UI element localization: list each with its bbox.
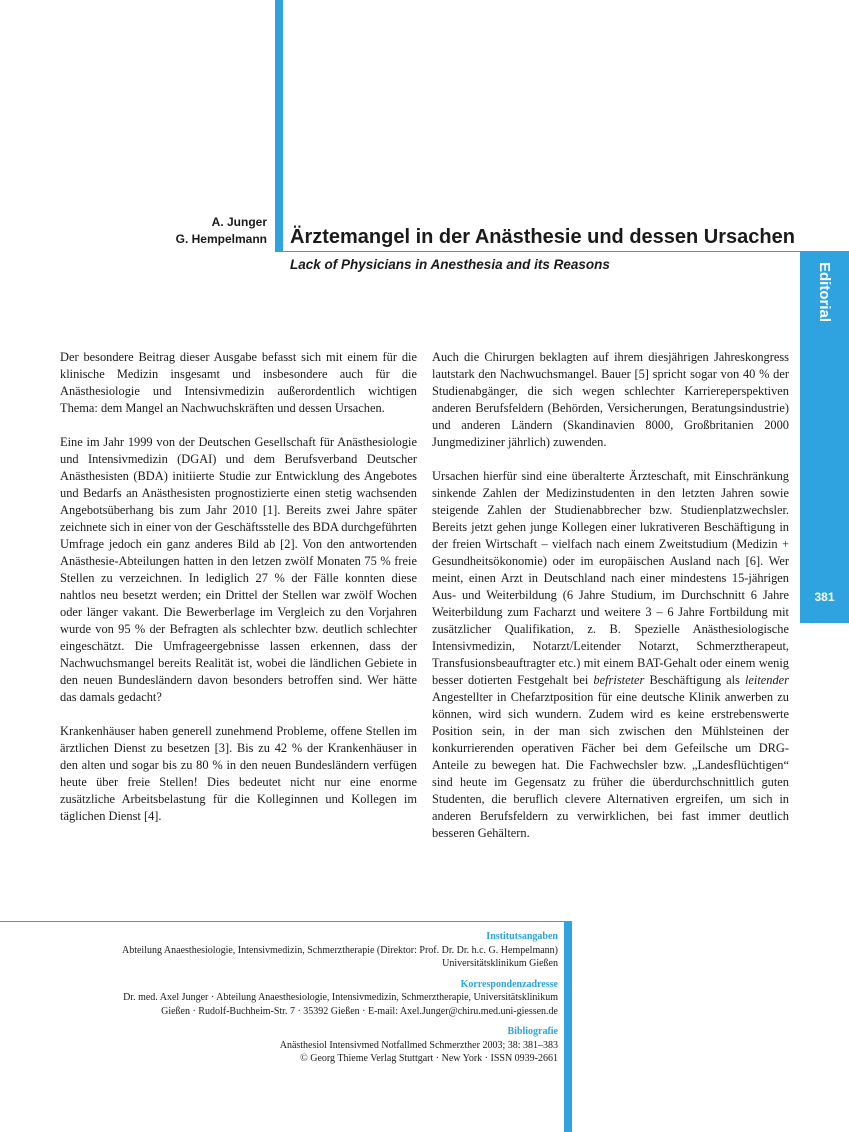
article-subtitle: Lack of Physicians in Anesthesia and its Reasons [290, 257, 610, 272]
correspondence-line: Gießen · Rudolf-Buchheim-Str. 7 · 35392 Gießen · E-mail: Axel.Junger@chiru.med.uni-giessen.de [161, 1005, 558, 1017]
section-label [800, 262, 849, 362]
section-label-text: Editorial [816, 262, 833, 323]
body-paragraph: Eine im Jahr 1999 von der Deutschen Gesellschaft für Anästhesiologie und Intensivmedizin (DGAI) und dem Berufsverband Deutscher Anästhesisten (BDA) initiierte Studie zur Entwicklung des Angebotes und Bedarfs an Anästhesisten prognostizierte einen stetig wachsenden Angebotsüberhang bis zum Jahr 2010 [1]. Bereits zwei Jahre später zeichnete sich in einer von der Geschäftsstelle des BDA durchgeführten Umfrage jedoch ein ganz anderes Bild ab [2]. Von den antwortenden Anästhesie-Abteilungen hatten in den letzen zwölf Monaten 75 % freie Stellen zu verzeichnen. In lediglich 27 % der Fälle konnten diese nahtlos neu besetzt werden; ein Drittel der Stellen war zwölf Wochen oder länger vakant. Die Bewerberlage im Vergleich zu den Vorjahren wurde von 95 % der Befragten als schlechter bzw. deutlich schlechter eingeschätzt. Die Umfrageergebnisse lassen erkennen, dass der Nachwuchsmangel bereits Realität ist, wobei die ländlichen Gebiete in den neuen Bundesländern davon besonders betroffen sind. Wer hätte das damals gedacht? [60, 435, 417, 704]
footer-accent-bar [564, 921, 572, 1132]
author-name: A. Junger [211, 215, 267, 229]
body-paragraph: Krankenhäuser haben generell zunehmend Probleme, offene Stellen im ärztlichen Dienst zu besetzen [3]. Bis zu 42 % der Krankenhäuser in den alten und sogar bis zu 80 % in den neuen Bundesländern verfügen heute über freie Stellen! Dies bedeutet nicht nur eine enorme zusätzliche Arbeitsbelastung für die Kolleginnen und Kollegen im täglichen Dienst [4]. [60, 724, 417, 823]
bibliography-line: Anästhesiol Intensivmed Notfallmed Schmerzther 2003; 38: 381–383 [279, 1039, 558, 1051]
institution-header: Institutsangaben [486, 931, 558, 942]
body-paragraph [432, 468, 789, 842]
body-column-left [60, 349, 417, 842]
correspondence-block [30, 978, 558, 1019]
correspondence-header: Korrespondenzadresse [460, 978, 558, 990]
emphasis-text: leitender [744, 673, 789, 687]
bibliography-header: Bibliografie [507, 1026, 558, 1037]
correspondence-line: Dr. med. Axel Junger · Abteilung Anaesthesiologie, Intensivmedizin, Schmerztherapie, Universitätsklinikum [123, 992, 558, 1003]
body-text: Angestellter in Chefarztposition für eine deutsche Klinik anwerben zu können, wird sich wundern. Zudem wird es keine erstrebenswerte Position sein, in der man sich zwischen den Mühlsteinen der konkurrierenden operativen Fächer bei dem Gefeilsche um DRG-Anteile zu bewegen hat. Die Fachwechsler bzw. „Landesflüchtigen“ sind heute im Gegensatz zu früher die überdurchschnittlich guten Studenten, die beruflich clevere Alternativen ergreifen, um sich in anderen Berufsfeldern zu verwirklichen, bei fast immer deutlich besseren Gehältern. [432, 690, 789, 840]
institution-block [30, 930, 558, 971]
header-accent-bar [275, 0, 283, 252]
article-footer [30, 930, 558, 1073]
author-list [100, 214, 267, 248]
title-underline [275, 251, 849, 252]
page-number: 381 [814, 590, 835, 604]
bibliography-line: © Georg Thieme Verlag Stuttgart · New York · ISSN 0939-2661 [300, 1053, 558, 1064]
emphasis-text: befristeter [593, 673, 645, 687]
body-paragraph: Auch die Chirurgen beklagten auf ihrem diesjährigen Jahreskongress lautstark den Nachwuchsmangel. Bauer [5] spricht sogar von 40 % der Studienabgänger, die sich wegen schlechter Karriereperspektiven anderen Berufsfeldern (Behörden, Versicherungen, Beratungsindustrie) und anderen Ländern (Skandinavien 8000, Großbritanien 2000 Jungmediziner jährlich) zuwenden. [432, 350, 789, 449]
institution-line: Abteilung Anaesthesiologie, Intensivmedizin, Schmerztherapie (Direktor: Prof. Dr. Dr. h.c. G. Hempelmann) [121, 944, 558, 956]
article-title: Ärztemangel in der Anästhesie und dessen Ursachen [290, 226, 795, 248]
bibliography-block [30, 1025, 558, 1066]
institution-line: Universitätsklinikum Gießen [442, 958, 558, 969]
footer-top-line [0, 921, 572, 922]
body-paragraph: Der besondere Beitrag dieser Ausgabe befasst sich mit einem für die klinische Medizin insgesamt und insbesondere auch für die Anästhesiologie und Intensivmedizin außerordentlich wichtigen Thema: dem Mangel an Nachwuchskräften und dessen Ursachen. [60, 350, 417, 415]
body-column-right [432, 349, 789, 859]
body-text: Beschäftigung als [644, 673, 745, 687]
author-name: G. Hempelmann [175, 232, 267, 246]
body-text: Ursachen hierfür sind eine überalterte Ärzteschaft, mit Einschränkung sinkende Zahlen der Medizinstudenten in den letzten Jahren sowie steigende Zahlen der Studienabbrecher bzw. Studienplatzwechsler. Bereits jetzt gehen junge Kollegen einer lukrativeren Beschäftigung in der freien Wirtschaft – vielfach nach einem Zweitstudium (Medizin + Gesundheitsökonomie) oder im europäischen Ausland nach [6]. Wer meint, einen Arzt in Deutschland nach einer mindestens 15-jährigen Aus- und Weiterbildung (6 Jahre Studium, im Durchschnitt 6 Jahre Weiterbildung zum Facharzt und weitere 3 – 6 Jahre Fortbildung mit zusätzlicher Qualifikation, z. B. Spezielle Anästhesiologische Intensivmedizin, Notarzt/Leitender Notarzt, Schmerztherapeut, Transfusionsbeauftragter etc.) mit einem BAT-Gehalt oder einem wenig besser dotierten Festgehalt bei [432, 469, 789, 687]
